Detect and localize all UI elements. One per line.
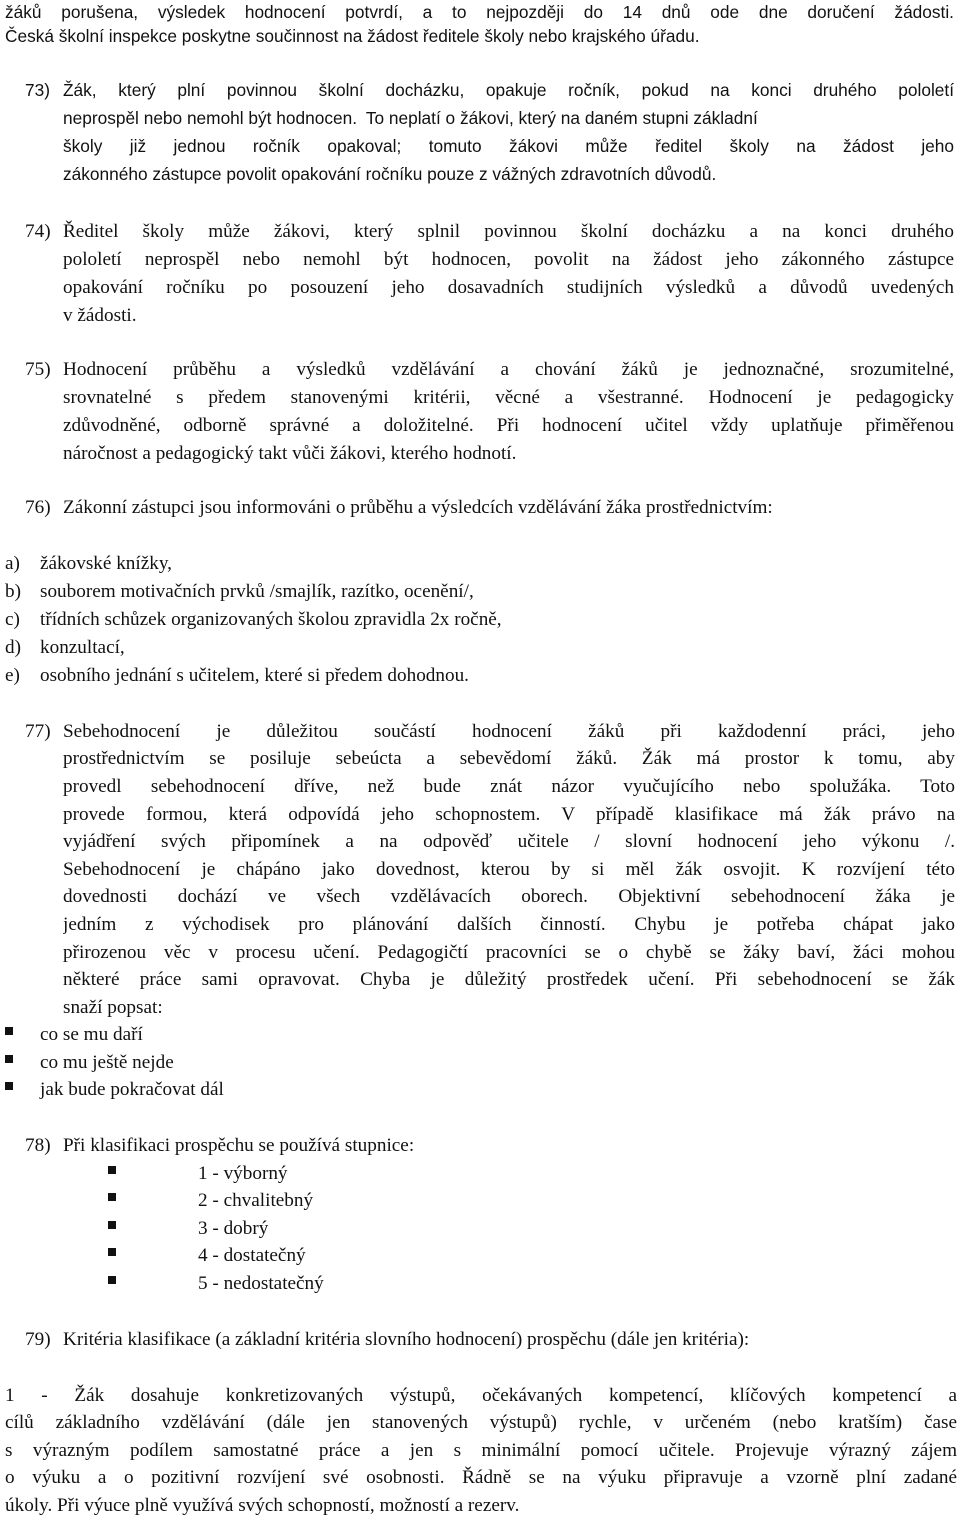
grade-item: 5 - nedostatečný	[198, 1273, 324, 1294]
square-bullet-icon	[5, 1055, 13, 1063]
grade-item: 4 - dostatečný	[198, 1245, 306, 1266]
square-bullet-icon	[108, 1166, 116, 1174]
paragraph-75-line-4: náročnost a pedagogický takt vůči žákovi, kterého hodnotí.	[63, 443, 517, 464]
paragraph-75-line-2: srovnatelné s předem stanovenými kritérii, věcné a všestranné. Hodnocení je pedagogicky	[63, 387, 954, 408]
paragraph-78-number: 78)	[25, 1135, 51, 1156]
grade-1-line-4: o výuku a o pozitivní rozvíjení své osobnosti. Řádně se na výuku připravuje a vzorně plní zadané	[5, 1467, 957, 1488]
list-item-text: konzultací,	[40, 637, 125, 658]
square-bullet-icon	[5, 1082, 13, 1090]
paragraph-73-line-2-serif-part: neprospěl nebo nemohl být hodnocen.	[63, 108, 358, 128]
paragraph-74-line-3: opakování ročníku po posouzení jeho dosavadních studijních výsledků a důvodů uvedených	[63, 277, 954, 298]
grade-1-line-5: úkoly. Při výuce plně využívá svých schopností, možností a rezerv.	[5, 1495, 520, 1516]
paragraph-75-line-1: Hodnocení průběhu a výsledků vzdělávání a chování žáků je jednoznačné, srozumitelné,	[63, 359, 954, 380]
paragraph-76-number: 76)	[25, 497, 51, 518]
intro-line-2: Česká školní inspekce poskytne součinnost na žádost ředitele školy nebo krajského úřadu.	[5, 26, 700, 46]
paragraph-77-line-9: přirozenou věc v procesu učení. Pedagogičtí pracovníci se o chybě se žáky baví, žáci mohou	[63, 942, 955, 963]
paragraph-77-line-3: provedl sebehodnocení dříve, než bude znát názor vyučujícího nebo spolužáka. Toto	[63, 776, 955, 797]
paragraph-75-number: 75)	[25, 359, 51, 380]
bullet-item-text: co se mu daří	[40, 1024, 143, 1045]
grade-item: 2 - chvalitebný	[198, 1190, 314, 1211]
list-item-label: b)	[5, 581, 21, 602]
square-bullet-icon	[108, 1276, 116, 1284]
list-item-text: žákovské knížky,	[40, 553, 172, 574]
paragraph-77-line-10: některé práce sami opravovat. Chyba je důležitý prostředek učení. Při sebehodnocení se žák	[63, 969, 955, 990]
square-bullet-icon	[108, 1193, 116, 1201]
list-item-label: a)	[5, 553, 20, 574]
list-item-text: osobního jednání s učitelem, které si předem dohodnou.	[40, 665, 469, 686]
paragraph-77-line-2: prostřednictvím se posiluje sebeúcta a sebevědomí žáků. Žák má prostor k tomu, aby	[63, 748, 955, 769]
paragraph-77-line-6: Sebehodnocení je chápáno jako dovednost, kterou by si měl žák osvojit. K rozvíjení této	[63, 859, 955, 880]
list-item-label: e)	[5, 665, 20, 686]
paragraph-77-line-8: jedním z východisek pro plánování dalších činností. Chybu je potřeba chápat jako	[63, 914, 955, 935]
paragraph-73-line-1: Žák, který plní povinnou školní docházku, opakuje ročník, pokud na konci druhého pololetí	[63, 80, 954, 100]
paragraph-79-number: 79)	[25, 1329, 51, 1350]
list-item-label: d)	[5, 637, 21, 658]
paragraph-73-number: 73)	[25, 80, 50, 100]
grade-1-line-2: cílů základního vzdělávání (dále jen stanovených výstupů) rychle, v určeném (nebo kratším) čase	[5, 1412, 957, 1433]
grade-1-line-3: s výrazným podílem samostatné práce a jen s minimální pomocí učitele. Projevuje výrazný zájem	[5, 1440, 957, 1461]
paragraph-74-line-1: Ředitel školy může žákovi, který splnil povinnou školní docházku a na konci druhého	[63, 221, 954, 242]
paragraph-73-line-3: školy již jednou ročník opakoval; tomuto žákovi může ředitel školy na žádost jeho	[63, 136, 954, 156]
list-item-label: c)	[5, 609, 20, 630]
paragraph-76-text: Zákonní zástupci jsou informováni o průběhu a výsledcích vzdělávání žáka prostřednictvím:	[63, 497, 773, 518]
square-bullet-icon	[5, 1027, 13, 1035]
grade-item: 1 - výborný	[198, 1163, 288, 1184]
paragraph-77-line-4: provede formou, která odpovídá jeho schopnostem. V případě klasifikace má žák právo na	[63, 804, 955, 825]
paragraph-79-text: Kritéria klasifikace (a základní kritéria slovního hodnocení) prospěchu (dále jen kritéria):	[63, 1329, 750, 1350]
paragraph-77-line-1: Sebehodnocení je důležitou součástí hodnocení žáků při každodenní práci, jeho	[63, 721, 955, 742]
paragraph-73-line-2-sans-part: To neplatí o žákovi, který na daném stupni základní	[365, 108, 758, 128]
paragraph-77-line-5: vyjádření svých připomínek a na odpověď učitele / slovní hodnocení jeho výkonu /.	[63, 831, 955, 852]
list-item-text: souborem motivačních prvků /smajlík, razítko, ocenění/,	[40, 581, 474, 602]
bullet-item-text: co mu ještě nejde	[40, 1052, 174, 1073]
paragraph-74-number: 74)	[25, 221, 51, 242]
paragraph-73-line-2	[63, 106, 954, 130]
square-bullet-icon	[108, 1248, 116, 1256]
grade-1-line-1: 1 - Žák dosahuje konkretizovaných výstupů, očekávaných kompetencí, klíčových kompetencí a	[5, 1385, 957, 1406]
paragraph-74-line-4: v žádosti.	[63, 305, 137, 326]
list-item-text: třídních schůzek organizovaných školou zpravidla 2x ročně,	[40, 609, 502, 630]
paragraph-78-text: Při klasifikaci prospěchu se používá stupnice:	[63, 1135, 415, 1156]
paragraph-73-line-4: zákonného zástupce povolit opakování ročníku pouze z vážných zdravotních důvodů.	[63, 164, 717, 184]
square-bullet-icon	[108, 1221, 116, 1229]
paragraph-77-line-7: dovednosti dochází ve všech vzdělávacích oborech. Objektivní sebehodnocení žáka je	[63, 886, 955, 907]
bullet-item-text: jak bude pokračovat dál	[40, 1079, 224, 1100]
paragraph-77-number: 77)	[25, 721, 51, 742]
paragraph-74-line-2: pololetí neprospěl nebo nemohl být hodnocen, povolit na žádost jeho zákonného zástupce	[63, 249, 954, 270]
intro-line-1: žáků porušena, výsledek hodnocení potvrdí, a to nejpozději do 14 dnů ode dne doručení žádosti.	[5, 2, 954, 22]
paragraph-75-line-3: zdůvodněné, odborně správné a doložitelné. Při hodnocení učitel vždy uplatňuje přiměřenou	[63, 415, 954, 436]
grade-item: 3 - dobrý	[198, 1218, 269, 1239]
paragraph-77-line-11: snaží popsat:	[63, 997, 163, 1018]
